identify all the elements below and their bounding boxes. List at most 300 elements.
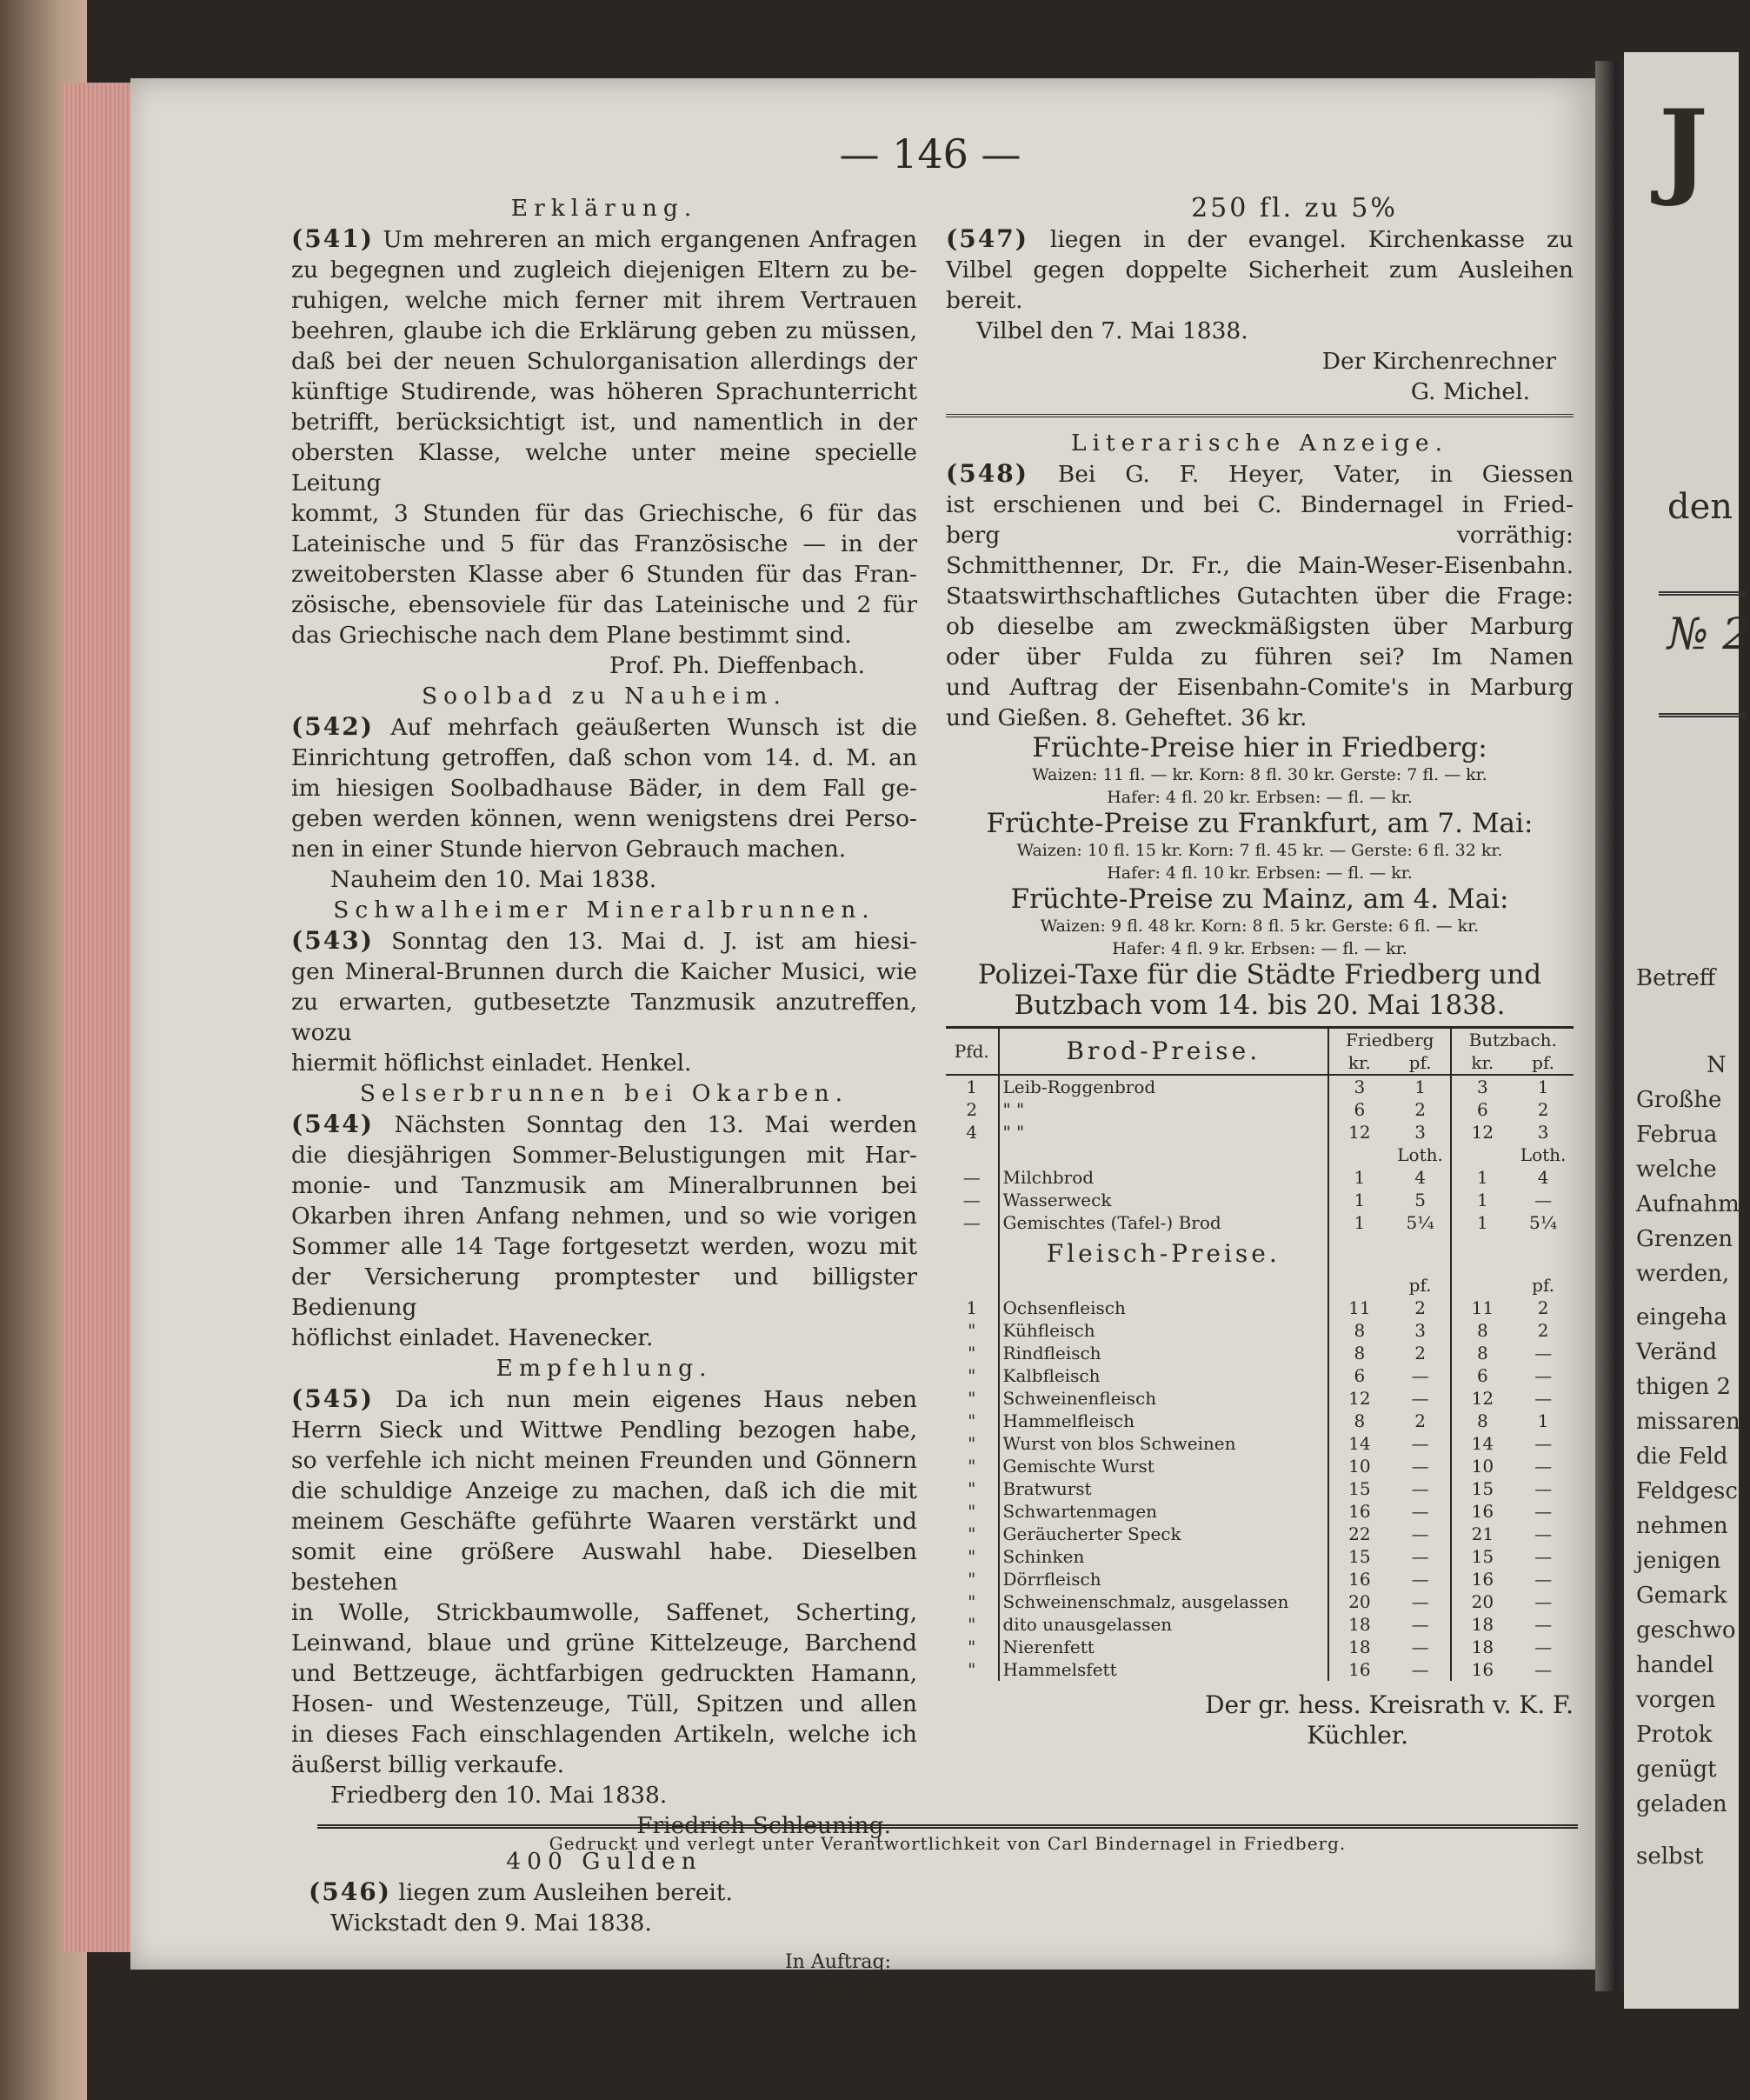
table-row <box>946 1121 1574 1143</box>
text-line: das Griechische nach dem Plane bestimmt sind. <box>291 622 852 649</box>
table-cell: 16 <box>1471 1659 1494 1680</box>
table-cell: — <box>1390 1455 1452 1477</box>
text-line: berg vorräthig: <box>946 522 1574 549</box>
next-page-rule <box>1659 713 1746 717</box>
prices-friedberg-line1: Waizen: 11 fl. — kr. Korn: 8 fl. 30 kr. Gerste: 7 fl. — kr. <box>1032 765 1487 784</box>
table-cell: 18 <box>1471 1614 1494 1635</box>
table-cell: " " <box>999 1098 1328 1121</box>
table-cell: Gemischtes (Tafel-) Brod <box>999 1211 1328 1234</box>
table-cell: 3 <box>1354 1077 1366 1097</box>
text-line: ob dieselbe am zweckmäßigsten über Marburg <box>946 613 1574 640</box>
table-cell: 1 <box>946 1297 999 1319</box>
table-cell: 5 <box>1390 1189 1452 1211</box>
table-cell: 8 <box>1354 1410 1366 1431</box>
table-row <box>946 1523 1574 1545</box>
table-cell: 18 <box>1348 1614 1371 1635</box>
price-table <box>946 1026 1574 1681</box>
table-cell: " <box>946 1432 999 1455</box>
table-cell: 16 <box>1348 1659 1371 1680</box>
table-cell: — <box>1534 1614 1553 1635</box>
table-cell: 12 <box>1348 1122 1371 1143</box>
text-line: kommt, 3 Stunden für das Griechische, 6 für das <box>291 500 917 527</box>
signature-541: Prof. Ph. Dieffenbach. <box>609 652 865 679</box>
table-cell: " <box>946 1477 999 1500</box>
table-cell: 10 <box>1348 1456 1371 1477</box>
next-page-line: thigen 2 <box>1636 1374 1732 1400</box>
table-cell: 14 <box>1348 1433 1371 1454</box>
signature-545: Friedrich Schleuning. <box>636 1812 891 1839</box>
table-cell: 6 <box>1476 1099 1488 1120</box>
signature-taxe-line2: Küchler. <box>1307 1721 1408 1750</box>
taxe-title-line1: Polizei-Taxe für die Städte Friedberg und <box>977 959 1542 990</box>
header-butzbach-kr: kr. <box>1451 1051 1513 1075</box>
table-cell: — <box>1390 1658 1452 1681</box>
table-cell: Bratwurst <box>999 1477 1328 1500</box>
table-cell: Kühfleisch <box>999 1319 1328 1342</box>
heading-543: Schwalheimer Mineralbrunnen. <box>333 897 875 923</box>
table-cell: — <box>1390 1387 1452 1410</box>
table-cell: 1 <box>1476 1212 1488 1233</box>
table-cell: — <box>1534 1659 1553 1680</box>
text-line: (548) Bei G. F. Heyer, Vater, in Giessen <box>946 459 1574 488</box>
table-cell: Hammelsfett <box>999 1658 1328 1681</box>
text-line: so verfehle ich nicht meinen Freunden und Gönnern <box>291 1447 917 1474</box>
table-cell: 8 <box>1476 1343 1488 1363</box>
text-line: und Bettzeuge, ächtfarbigen gedruckten Hamann, <box>291 1660 917 1687</box>
text-544 <box>291 1109 917 1353</box>
text-line: (542) Auf mehrfach geäußerten Wunsch ist die <box>291 712 917 741</box>
table-cell: 20 <box>1471 1591 1494 1612</box>
table-cell: " <box>946 1500 999 1523</box>
table-row <box>946 1364 1574 1387</box>
text-line: nen in einer Stunde hiervon Gebrauch machen. <box>291 836 847 863</box>
fleisch-rows <box>946 1297 1574 1681</box>
text-line: äußerst billig verkaufe. <box>291 1751 565 1778</box>
table-cell: 12 <box>1348 1388 1371 1409</box>
imprint: Gedruckt und verlegt unter Verantwortlichkeit von Carl Bindernagel in Friedberg. <box>549 1833 1347 1854</box>
table-cell: 1 <box>1476 1167 1488 1188</box>
table-cell: " <box>946 1387 999 1410</box>
heading-544: Selserbrunnen bei Okarben. <box>359 1080 849 1107</box>
table-row <box>946 1297 1574 1319</box>
table-cell: — <box>1534 1501 1553 1522</box>
table-cell: 2 <box>1537 1297 1549 1318</box>
table-cell: 4 <box>1390 1166 1452 1189</box>
text-line: gen Mineral-Brunnen durch die Kaicher Musici, wie <box>291 958 917 985</box>
table-cell: " <box>946 1342 999 1364</box>
text-line: Vilbel gegen doppelte Sicherheit zum Ausleihen bereit. <box>946 257 1574 314</box>
text-line: geben werden können, wenn wenigstens drei Perso- <box>291 805 917 832</box>
table-cell: 20 <box>1348 1591 1371 1612</box>
table-cell: Schweinenschmalz, ausgelassen <box>999 1590 1328 1613</box>
table-row <box>946 1455 1574 1477</box>
signature-546-line2: Veith. <box>815 1979 882 2006</box>
table-row <box>946 1658 1574 1681</box>
table-cell <box>1328 1143 1390 1166</box>
next-page-line: Aufnahm <box>1636 1191 1740 1217</box>
table-row <box>946 1568 1574 1590</box>
place-date-545: Friedberg den 10. Mai 1838. <box>330 1782 668 1809</box>
table-cell: Wasserweck <box>999 1189 1328 1211</box>
table-cell: — <box>1534 1343 1553 1363</box>
next-page-line: welche <box>1636 1157 1717 1183</box>
text-line: und Auftrag der Eisenbahn-Comite's in Marburg <box>946 674 1574 701</box>
text-line: künftige Studirende, was höheren Sprachunterricht <box>291 378 917 405</box>
text-line: oder über Fulda zu führen sei? Im Namen <box>946 643 1574 670</box>
table-cell: Schwartenmagen <box>999 1500 1328 1523</box>
table-cell: — <box>1390 1500 1452 1523</box>
table-row <box>946 1387 1574 1410</box>
table-cell: — <box>1534 1456 1553 1477</box>
table-cell: — <box>1534 1433 1553 1454</box>
next-page-line: Protok <box>1636 1722 1713 1748</box>
table-cell: — <box>946 1211 999 1234</box>
page-number: — 146 — <box>839 130 1021 177</box>
next-page-initial: J <box>1659 87 1708 210</box>
text-line: Schmitthenner, Dr. Fr., die Main-Weser-Eisenbahn. <box>946 552 1574 579</box>
table-cell <box>999 1143 1328 1166</box>
table-row <box>946 1319 1574 1342</box>
table-cell: " <box>946 1613 999 1636</box>
next-page-line: geladen <box>1636 1791 1727 1817</box>
text-line: Lateinische und 5 für das Französische — in der <box>291 530 917 557</box>
table-cell: 4 <box>946 1121 999 1143</box>
table-cell: 15 <box>1471 1546 1494 1567</box>
table-row <box>946 1590 1574 1613</box>
table-cell: — <box>1390 1590 1452 1613</box>
table-cell: 4 <box>1537 1167 1549 1188</box>
table-cell: Hammelfleisch <box>999 1410 1328 1432</box>
prices-friedberg-title: Früchte-Preise hier in Friedberg: <box>1032 732 1487 763</box>
table-cell: 3 <box>1390 1319 1452 1342</box>
table-cell: 8 <box>1354 1320 1366 1341</box>
next-page-line: werden, <box>1636 1261 1730 1287</box>
table-cell: " <box>946 1364 999 1387</box>
page-edges <box>63 83 136 1952</box>
next-page-line: N <box>1707 1052 1727 1078</box>
prices-friedberg-line2: Hafer: 4 fl. 20 kr. Erbsen: — fl. — kr. <box>1107 788 1413 807</box>
table-cell: — <box>1390 1477 1452 1500</box>
table-cell: 1 <box>1476 1190 1488 1210</box>
next-page-line: geschwo <box>1636 1617 1736 1643</box>
header-butzbach: Butzbach. <box>1468 1030 1557 1050</box>
next-page-number: № 2 <box>1667 609 1750 659</box>
table-row <box>946 1189 1574 1211</box>
right-column <box>946 193 1574 1750</box>
next-page-line: handel <box>1636 1652 1714 1678</box>
header-pfd: Pfd. <box>946 1029 999 1075</box>
table-cell: 8 <box>1476 1320 1488 1341</box>
text-line: daß bei der neuen Schulorganisation allerdings der <box>291 348 917 375</box>
signature-taxe-line1: Der gr. hess. Kreisrath v. K. F. <box>1205 1690 1574 1719</box>
text-line: Leinwand, blaue und grüne Kittelzeuge, Barchend <box>291 1630 917 1657</box>
section-rule <box>946 414 1574 421</box>
text-543 <box>291 925 917 1078</box>
text-line: Herrn Sieck und Wittwe Pendling bezogen habe, <box>291 1417 917 1443</box>
next-page-line: Feldgesc <box>1636 1478 1738 1504</box>
table-cell: Leib-Roggenbrod <box>999 1075 1328 1098</box>
table-cell: Schinken <box>999 1545 1328 1568</box>
table-cell: 1 <box>946 1075 999 1098</box>
table-cell: 12 <box>1471 1388 1494 1409</box>
table-row <box>946 1342 1574 1364</box>
table-cell: — <box>1390 1523 1452 1545</box>
text-line: Hosen- und Westenzeuge, Tüll, Spitzen und allen <box>291 1690 917 1717</box>
text-line: meinem Geschäfte geführte Waaren verstärkt und <box>291 1508 917 1535</box>
table-cell: 14 <box>1471 1433 1494 1454</box>
table-cell: — <box>946 1189 999 1211</box>
heading-547: 250 fl. zu 5% <box>1191 193 1398 223</box>
next-page-line: selbst <box>1636 1843 1704 1870</box>
table-cell: Geräucherter Speck <box>999 1523 1328 1545</box>
text-line: ist erschienen und bei C. Bindernagel in Fried- <box>946 491 1574 518</box>
table-cell: 16 <box>1348 1501 1371 1522</box>
table-row <box>946 1410 1574 1432</box>
text-line: der Versicherung promptester und billigster Bedienung <box>291 1263 917 1321</box>
text-line: Einrichtung getroffen, daß schon vom 14. d. M. an <box>291 744 917 771</box>
table-cell: — <box>946 1166 999 1189</box>
table-row <box>946 1098 1574 1121</box>
brod-rows <box>946 1075 1574 1234</box>
prices-frankfurt-line1: Waizen: 10 fl. 15 kr. Korn: 7 fl. 45 kr. — Gerste: 6 fl. 32 kr. <box>1016 841 1503 860</box>
next-page-line: nehmen <box>1636 1513 1728 1539</box>
text-line: obersten Klasse, welche unter meine specielle Leitung <box>291 439 917 497</box>
next-page-fragment <box>1624 52 1750 2009</box>
table-cell: 3 <box>1476 1077 1488 1097</box>
text-line: in dieses Fach einschlagenden Artikeln, welche ich <box>291 1721 917 1748</box>
table-cell: 5¼ <box>1390 1211 1452 1234</box>
table-row <box>946 1500 1574 1523</box>
table-cell: 3 <box>1390 1121 1452 1143</box>
text-line: zu erwarten, gutbesetzte Tanzmusik anzutreffen, wozu <box>291 989 917 1046</box>
table-cell: 2 <box>946 1098 999 1121</box>
table-cell: " " <box>999 1121 1328 1143</box>
table-row <box>946 1166 1574 1189</box>
text-line: monie- und Tanzmusik am Mineralbrunnen bei <box>291 1172 917 1199</box>
table-row <box>946 1636 1574 1658</box>
table-cell: 1 <box>1354 1167 1366 1188</box>
table-row <box>946 1143 1574 1166</box>
table-cell: 11 <box>1471 1297 1494 1318</box>
table-cell: Rindfleisch <box>999 1342 1328 1364</box>
table-cell: 1 <box>1354 1190 1366 1210</box>
table-cell: " <box>946 1545 999 1568</box>
table-cell: — <box>1534 1546 1553 1567</box>
table-cell: 5¼ <box>1529 1212 1558 1233</box>
signature-547-line1: Der Kirchenrechner <box>1321 348 1556 375</box>
text-line: Staatswirthschaftliches Gutachten über die Frage: <box>946 583 1574 610</box>
price-table-grid <box>946 1029 1574 1681</box>
table-cell: 15 <box>1348 1546 1371 1567</box>
prices-frankfurt-title: Früchte-Preise zu Frankfurt, am 7. Mai: <box>986 808 1534 839</box>
footer-rule <box>317 1824 1578 1829</box>
next-page-line: vorgen <box>1636 1687 1716 1713</box>
table-cell: " <box>946 1636 999 1658</box>
table-cell: Kalbfleisch <box>999 1364 1328 1387</box>
next-page-line: Betreff <box>1636 965 1716 991</box>
table-cell: 18 <box>1471 1637 1494 1657</box>
text-line: zweitobersten Klasse aber 6 Stunden für das Fran- <box>291 561 917 588</box>
table-cell: " <box>946 1319 999 1342</box>
header-butzbach-pf: pf. <box>1513 1051 1574 1075</box>
table-cell: 12 <box>1471 1122 1494 1143</box>
signature-546-line1: In Auftrag: <box>784 1951 891 1973</box>
table-cell: 16 <box>1471 1569 1494 1590</box>
fleisch-pf-friedberg: pf. <box>1390 1274 1452 1297</box>
next-page-den: den <box>1667 487 1733 527</box>
heading-546: 400 Gulden <box>506 1848 702 1875</box>
header-friedberg: Friedberg <box>1328 1029 1452 1051</box>
table-cell: 15 <box>1471 1478 1494 1499</box>
table-cell: — <box>1534 1190 1553 1210</box>
table-cell: " <box>946 1455 999 1477</box>
table-cell: 6 <box>1354 1099 1366 1120</box>
fleisch-title: Fleisch-Preise. <box>999 1234 1328 1274</box>
table-cell: 10 <box>1471 1456 1494 1477</box>
heading-545: Empfehlung. <box>496 1355 713 1382</box>
table-cell: Gemischte Wurst <box>999 1455 1328 1477</box>
table-cell: Wurst von blos Schweinen <box>999 1432 1328 1455</box>
text-line: Okarben ihren Anfang nehmen, und so wie vorigen <box>291 1203 917 1230</box>
table-cell: 2 <box>1390 1297 1452 1319</box>
text-line: (546) liegen zum Ausleihen bereit. <box>309 1877 733 1906</box>
table-cell: 8 <box>1354 1343 1366 1363</box>
header-friedberg-kr: kr. <box>1328 1051 1390 1075</box>
heading-541: Erklärung. <box>510 195 698 222</box>
table-cell: — <box>1534 1569 1553 1590</box>
table-cell: — <box>1390 1432 1452 1455</box>
table-cell: — <box>1534 1637 1553 1657</box>
text-line: zösische, ebensoviele für das Lateinische und 2 für <box>291 591 917 618</box>
prices-frankfurt-line2: Hafer: 4 fl. 10 kr. Erbsen: — fl. — kr. <box>1107 863 1413 883</box>
table-cell: Dörrfleisch <box>999 1568 1328 1590</box>
text-line: in Wolle, Strickbaumwolle, Saffenet, Scherting, <box>291 1599 917 1626</box>
signature-547-line2: G. Michel. <box>1410 378 1530 405</box>
prices-mainz-line1: Waizen: 9 fl. 48 kr. Korn: 8 fl. 5 kr. Gerste: 6 fl. — kr. <box>1040 917 1480 936</box>
table-cell: " <box>946 1568 999 1590</box>
table-cell: 21 <box>1471 1523 1494 1544</box>
table-cell: 6 <box>1354 1365 1366 1386</box>
table-cell: 15 <box>1348 1478 1371 1499</box>
text-line: somit eine größere Auswahl habe. Dieselben bestehen <box>291 1538 917 1596</box>
table-cell: — <box>1534 1388 1553 1409</box>
text-line: Sommer alle 14 Tage fortgesetzt werden, wozu mit <box>291 1233 917 1260</box>
table-cell: Ochsenfleisch <box>999 1297 1328 1319</box>
text-line: (545) Da ich nun mein eigenes Haus neben <box>291 1384 917 1413</box>
table-cell: 2 <box>1390 1410 1452 1432</box>
table-cell: dito unausgelassen <box>999 1613 1328 1636</box>
heading-542: Soolbad zu Nauheim. <box>422 683 787 710</box>
text-line: die diesjährigen Sommer-Belustigungen mit Har- <box>291 1142 917 1169</box>
table-cell: Loth. <box>1520 1144 1567 1165</box>
next-page-line: genügt <box>1636 1757 1717 1783</box>
table-cell <box>946 1143 999 1166</box>
table-cell: " <box>946 1410 999 1432</box>
table-cell: — <box>1534 1365 1553 1386</box>
table-cell: — <box>1390 1364 1452 1387</box>
fleisch-pf-butzbach: pf. <box>1532 1275 1555 1296</box>
table-row <box>946 1613 1574 1636</box>
next-page-line: Grenzen <box>1636 1226 1733 1252</box>
table-row <box>946 1075 1574 1098</box>
text-line: (543) Sonntag den 13. Mai d. J. ist am hiesi- <box>291 926 917 955</box>
table-cell <box>1451 1143 1513 1166</box>
prices-mainz-line2: Hafer: 4 fl. 9 kr. Erbsen: — fl. — kr. <box>1112 939 1407 958</box>
table-cell: Nierenfett <box>999 1636 1328 1658</box>
table-cell: — <box>1534 1523 1553 1544</box>
table-cell: — <box>1390 1568 1452 1590</box>
prices-mainz-title: Früchte-Preise zu Mainz, am 4. Mai: <box>1010 883 1509 915</box>
table-cell: 18 <box>1348 1637 1371 1657</box>
table-cell: " <box>946 1590 999 1613</box>
taxe-title-line2: Butzbach vom 14. bis 20. Mai 1838. <box>1014 990 1506 1021</box>
text-line: beehren, glaube ich die Erklärung geben zu müssen, <box>291 317 917 344</box>
table-row <box>946 1545 1574 1568</box>
text-546 <box>309 1877 917 1908</box>
place-date-542: Nauheim den 10. Mai 1838. <box>330 866 657 893</box>
table-cell: 2 <box>1390 1098 1452 1121</box>
text-line: höflichst einladet. Havenecker. <box>291 1324 654 1351</box>
table-cell: 2 <box>1537 1099 1549 1120</box>
header-friedberg-pf: pf. <box>1390 1051 1452 1075</box>
next-page-line: Großhe <box>1636 1087 1722 1113</box>
table-cell: 2 <box>1390 1342 1452 1364</box>
left-column <box>291 193 917 2008</box>
text-542 <box>291 711 917 864</box>
table-cell: 1 <box>1390 1075 1452 1098</box>
table-cell: 11 <box>1348 1297 1371 1318</box>
text-line: betrifft, berücksichtigt ist, und namentlich in der <box>291 409 917 436</box>
text-line: im hiesigen Soolbadhause Bäder, in dem Fall ge- <box>291 775 917 802</box>
table-cell: 6 <box>1476 1365 1488 1386</box>
place-date-546: Wickstadt den 9. Mai 1838. <box>330 1910 652 1937</box>
next-page-line: Gemark <box>1636 1583 1727 1609</box>
price-list <box>946 733 1574 1021</box>
text-line: (544) Nächsten Sonntag den 13. Mai werden <box>291 1110 917 1138</box>
table-row <box>946 1477 1574 1500</box>
next-page-rule <box>1659 591 1746 596</box>
table-row <box>946 1211 1574 1234</box>
text-line: und Gießen. 8. Geheftet. 36 kr. <box>946 704 1308 731</box>
next-page-line: eingeha <box>1636 1304 1727 1330</box>
table-row <box>946 1432 1574 1455</box>
table-cell: 1 <box>1354 1212 1366 1233</box>
next-page-line: Februa <box>1636 1122 1718 1148</box>
table-cell: 16 <box>1471 1501 1494 1522</box>
next-page-line: die Feld <box>1636 1443 1728 1470</box>
text-541 <box>291 223 917 650</box>
table-cell: Milchbrod <box>999 1166 1328 1189</box>
heading-548: Literarische Anzeige. <box>1070 430 1449 457</box>
table-cell: 1 <box>1537 1410 1549 1431</box>
table-cell: — <box>1390 1545 1452 1568</box>
table-cell: 1 <box>1537 1077 1549 1097</box>
text-line: zu begegnen und zugleich diejenigen Eltern zu be- <box>291 257 917 283</box>
text-548 <box>946 458 1574 733</box>
table-cell: — <box>1390 1613 1452 1636</box>
table-cell: — <box>1534 1591 1553 1612</box>
fleisch-header <box>946 1234 1574 1297</box>
text-line: (547) liegen in der evangel. Kirchenkasse zu <box>946 224 1574 253</box>
table-cell: 2 <box>1537 1320 1549 1341</box>
text-545 <box>291 1383 917 1780</box>
header-brod: Brod-Preise. <box>999 1029 1328 1075</box>
place-date-547: Vilbel den 7. Mai 1838. <box>976 317 1248 344</box>
next-page-line: missaren <box>1636 1409 1740 1435</box>
next-page-line: Veränd <box>1636 1339 1718 1365</box>
table-cell: 16 <box>1348 1569 1371 1590</box>
table-cell: 22 <box>1348 1523 1371 1544</box>
